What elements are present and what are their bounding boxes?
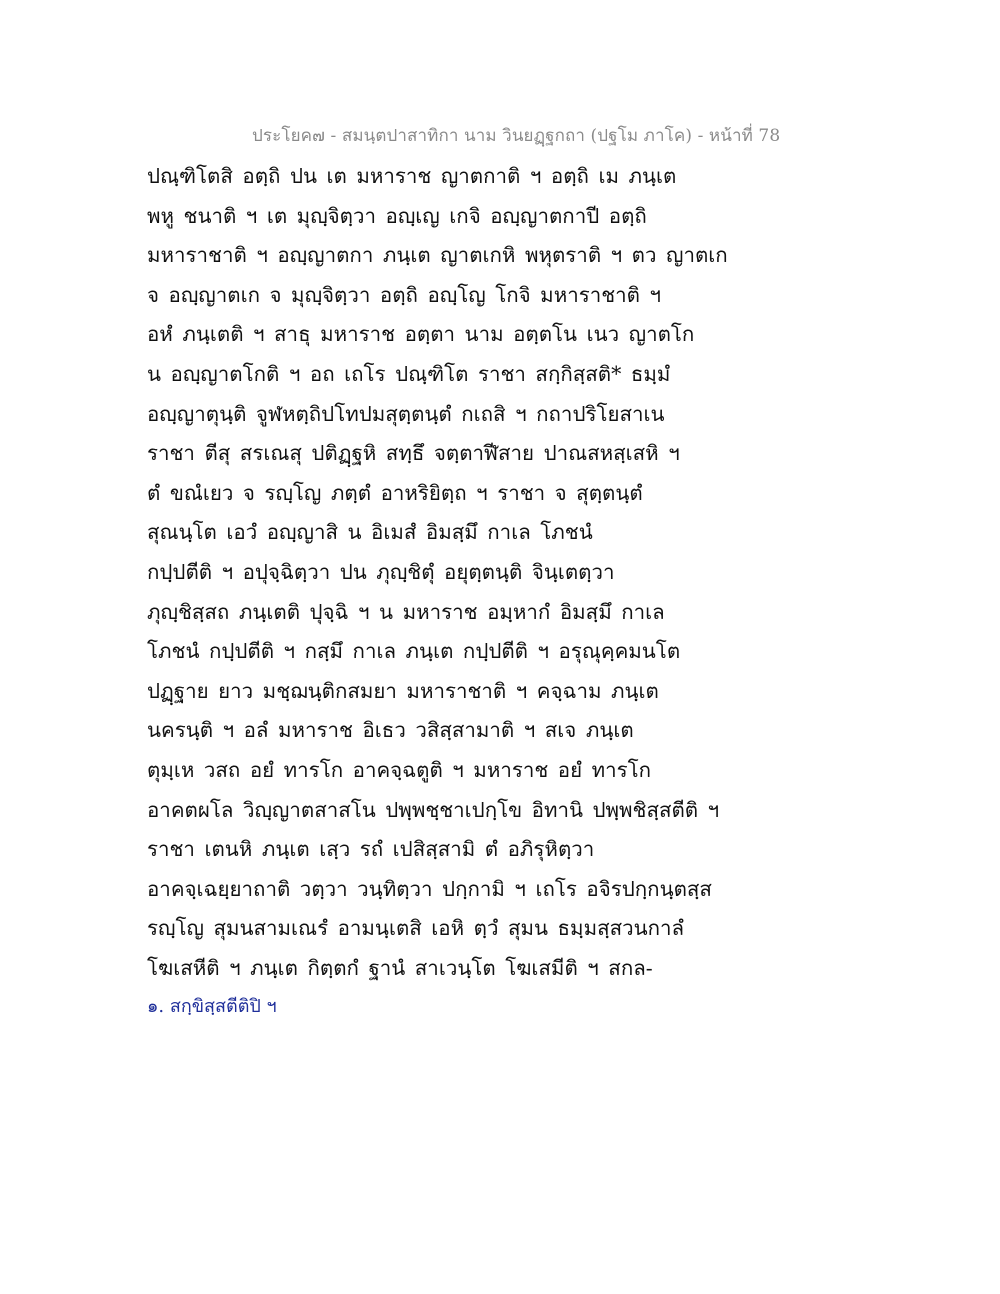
text-line: มหาราชาติ ฯ อญฺญาตกา ภนฺเต ญาตเกหิ พหุตราติ ฯ ตว ญาตเก [147, 243, 728, 268]
text-line: รญฺโญ สุมนสามเณรํ อามนฺเตสิ เอหิ ตฺวํ สุมน ธมฺมสฺสวนกาลํ [147, 916, 685, 941]
text-line: ราชา เตนหิ ภนฺเต เสฺว รถํ เปสิสฺสามิ ตํ อภิรุหิตฺวา [147, 837, 595, 862]
text-line: พหู ชนาติ ฯ เต มุญฺจิตฺวา อญฺเญ เกจิ อญฺญาตกาปี อตฺถิ [147, 203, 647, 228]
text-line: ราชา ตีสุ สรเณสุ ปติฏฺฐหิ สทฺธึ จตฺตาฬีสาย ปาณสหสฺเสหิ ฯ [147, 441, 680, 466]
text-line: ภุญฺชิสฺสถ ภนฺเตติ ปุจฺฉิ ฯ น มหาราช อมฺหากํ อิมสฺมึ กาเล [147, 599, 665, 624]
text-line: ตํ ขณํเยว จ รญฺโญ ภตฺตํ อาหริยิตฺถ ฯ ราชา จ สุตฺตนฺตํ [147, 480, 643, 505]
page-header: ประโยค๗ - สมนฺตปาสาทิกา นาม วินยฏฺฐกถา (ปฐโม ภาโค) - หน้าที่ 78 [252, 126, 781, 146]
body-text [147, 157, 977, 988]
text-line: น อญฺญาตโกติ ฯ อถ เถโร ปณฺฑิโต ราชา สกฺกิสฺสติ* ธมฺมํ [147, 361, 671, 386]
text-line: ปฏฺฐาย ยาว มชฺฌนฺติกสมยา มหาราชาติ ฯ คจฺฉาม ภนฺเต [147, 678, 659, 703]
text-line: จ อญฺญาตเก จ มุญฺจิตฺวา อตฺถิ อญฺโญ โกจิ มหาราชาติ ฯ [147, 282, 662, 307]
text-line: อญฺญาตุนฺติ จูฬหตฺถิปโทปมสุตฺตนฺตํ กเถสิ ฯ กถาปริโยสาเน [147, 401, 665, 426]
text-line: นครนฺติ ฯ อลํ มหาราช อิเธว วสิสฺสามาติ ฯ สเจ ภนฺเต [147, 718, 634, 743]
text-line: ตุมฺเห วสถ อยํ ทารโก อาคจฺฉตูติ ฯ มหาราช อยํ ทารโก [147, 757, 652, 782]
text-line: อาคตผโล วิญฺญาตสาสโน ปพฺพชฺชาเปกฺโข อิทานิ ปพฺพชิสฺสตีติ ฯ [147, 797, 720, 822]
text-line: กปฺปตีติ ฯ อปุจฺฉิตฺวา ปน ภุญฺชิตุํ อยุตฺตนฺติ จินฺเตตฺวา [147, 559, 615, 584]
text-line: โฆเสหีติ ฯ ภนฺเต กิตฺตกํ ฐานํ สาเวนฺโต โฆเสมีติ ฯ สกล- [147, 955, 653, 980]
text-line: สุณนฺโต เอวํ อญฺญาสิ น อิเมสํ อิมสฺมึ กาเล โภชนํ [147, 520, 593, 545]
footnote: ๑. สกฺขิสฺสตีติปิ ฯ [147, 996, 277, 1017]
text-line: อหํ ภนฺเตติ ฯ สาธุ มหาราช อตฺตา นาม อตฺตโน เนว ญาตโก [147, 322, 695, 347]
text-line: อาคจฺเฉยฺยาถาติ วตฺวา วนฺทิตฺวา ปกฺกามิ ฯ เถโร อจิรปกฺกนฺตสฺส [147, 876, 712, 901]
text-line: โภชนํ กปฺปตีติ ฯ กสฺมึ กาเล ภนฺเต กปฺปตีติ ฯ อรุณุคฺคมนโต [147, 639, 681, 664]
text-line: ปณฺฑิโตสิ อตฺถิ ปน เต มหาราช ญาตกาติ ฯ อตฺถิ เม ภนฺเต [147, 164, 677, 188]
